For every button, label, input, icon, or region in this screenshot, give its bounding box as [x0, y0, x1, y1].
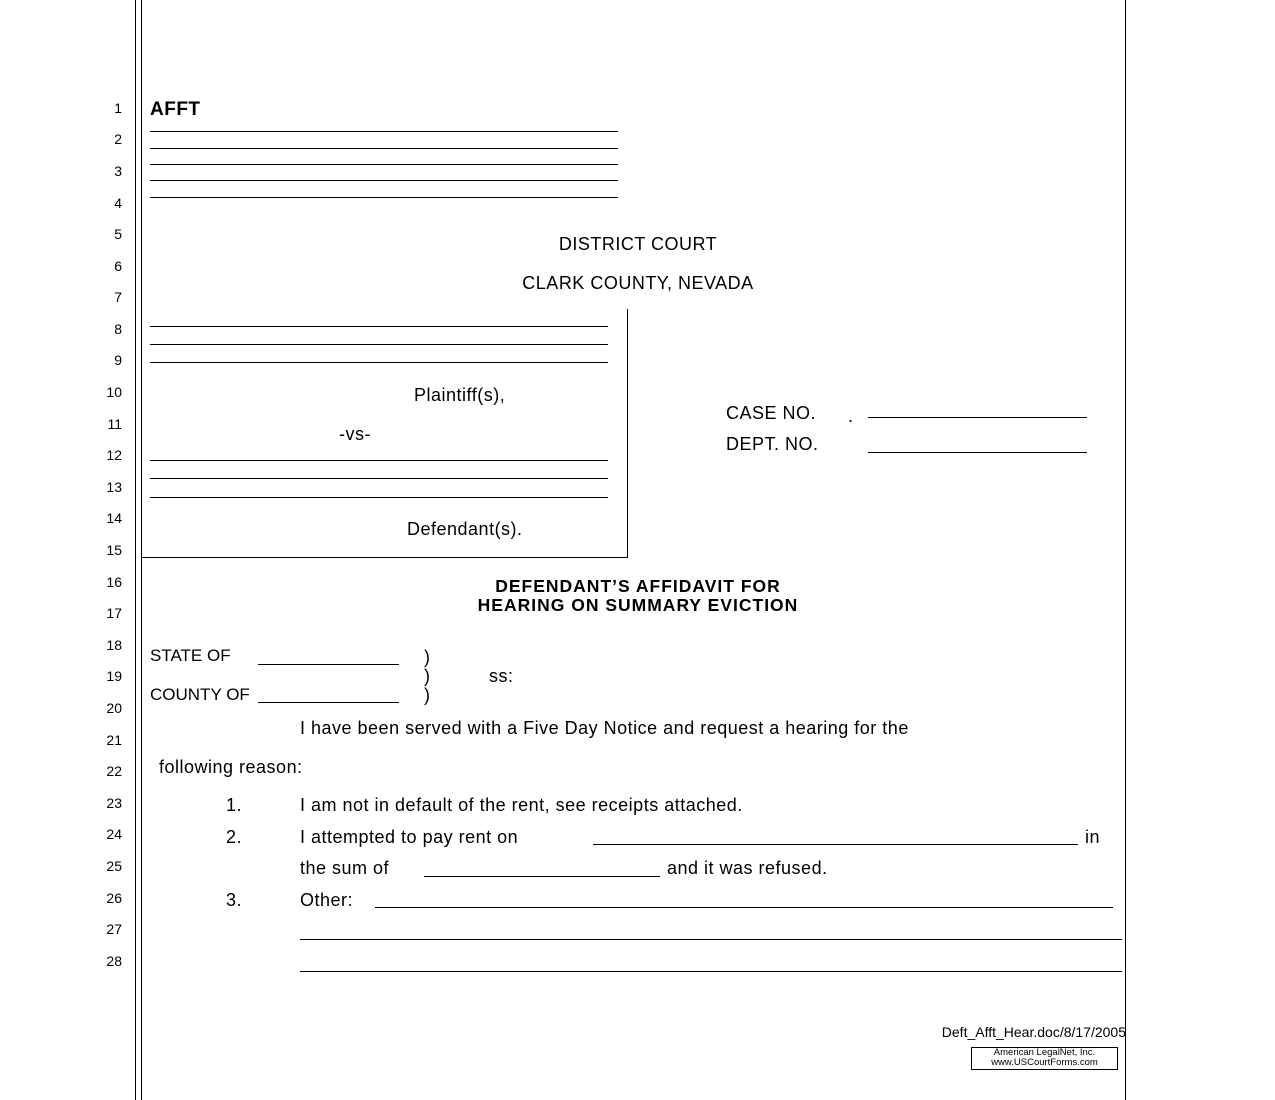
plaintiff-name-line[interactable] — [150, 344, 608, 345]
line-number: 26 — [106, 890, 122, 906]
dept-number-label: DEPT. NO. — [726, 434, 819, 454]
line-number: 25 — [106, 858, 122, 874]
payment-date-field[interactable] — [593, 844, 1078, 845]
state-field[interactable] — [258, 664, 399, 665]
state-label: STATE OF — [150, 646, 231, 665]
plaintiff-name-line[interactable] — [150, 362, 608, 363]
line-number: 19 — [106, 668, 122, 684]
venue-paren: ) — [424, 685, 431, 705]
line-number: 23 — [106, 795, 122, 811]
plaintiff-label: Plaintiff(s), — [414, 385, 506, 405]
ss-label: ss: — [489, 666, 514, 686]
margin-rule-left-inner — [141, 0, 142, 1100]
defendant-label: Defendant(s). — [407, 519, 523, 539]
defendant-name-line[interactable] — [150, 478, 608, 479]
item-number: 2. — [226, 827, 243, 847]
line-number: 4 — [114, 195, 122, 211]
caption-box-bottom-rule — [141, 557, 628, 558]
line-number: 10 — [106, 384, 122, 400]
payment-amount-field[interactable] — [424, 876, 660, 877]
line-number: 18 — [106, 637, 122, 653]
item-number: 1. — [226, 795, 243, 815]
county-field[interactable] — [258, 702, 399, 703]
publisher-name: American LegalNet, Inc. — [993, 1047, 1096, 1058]
other-reason-field[interactable] — [300, 971, 1122, 972]
line-number: 20 — [106, 700, 122, 716]
court-name: DISTRICT COURT — [558, 234, 718, 254]
item-suffix: in — [1085, 827, 1101, 847]
line-number: 24 — [106, 826, 122, 842]
line-number: 11 — [107, 416, 122, 432]
item-text: Other: — [300, 890, 354, 910]
case-number-label: CASE NO. — [726, 403, 817, 423]
venue-paren: ) — [424, 666, 431, 686]
line-number: 16 — [106, 574, 122, 590]
item-text: I am not in default of the rent, see receipts attached. — [300, 795, 743, 815]
item-text-cont: the sum of — [300, 858, 390, 878]
line-number: 15 — [106, 542, 122, 558]
margin-rule-left-outer — [135, 0, 136, 1100]
margin-rule-right — [1125, 0, 1126, 1100]
court-county: CLARK COUNTY, NEVADA — [522, 273, 754, 293]
county-label: COUNTY OF — [150, 685, 250, 704]
document-title-line1: DEFENDANT’S AFFIDAVIT FOR — [495, 576, 781, 596]
intro-text-line1: I have been served with a Five Day Notice and request a hearing for the — [300, 718, 909, 738]
publisher-website[interactable]: www.USCourtForms.com — [991, 1057, 1098, 1068]
line-number: 21 — [106, 732, 122, 748]
publisher-stamp — [971, 1047, 1118, 1070]
document-title-line2: HEARING ON SUMMARY EVICTION — [477, 595, 799, 615]
attorney-info-line[interactable] — [150, 197, 618, 198]
attorney-info-line[interactable] — [150, 180, 618, 181]
case-number-field[interactable] — [868, 417, 1087, 418]
line-number: 1 — [114, 100, 122, 116]
other-reason-field[interactable] — [300, 939, 1122, 940]
venue-paren: ) — [424, 647, 431, 667]
case-number-dot: . — [848, 406, 854, 426]
attorney-info-line[interactable] — [150, 131, 618, 132]
document-reference: Deft_Afft_Hear.doc/8/17/2005 — [941, 1024, 1126, 1040]
line-number: 27 — [106, 921, 122, 937]
defendant-name-line[interactable] — [150, 460, 608, 461]
line-number: 6 — [114, 258, 122, 274]
line-number: 7 — [114, 289, 122, 305]
item-number: 3. — [226, 890, 243, 910]
form-code: AFFT — [150, 99, 201, 120]
item-text: I attempted to pay rent on — [300, 827, 519, 847]
line-number: 13 — [106, 479, 122, 495]
defendant-name-line[interactable] — [150, 497, 608, 498]
line-number: 8 — [114, 321, 122, 337]
line-number: 14 — [106, 510, 122, 526]
versus-label: -vs- — [339, 424, 371, 444]
line-number: 17 — [106, 605, 122, 621]
attorney-info-line[interactable] — [150, 164, 618, 165]
item-text-cont: and it was refused. — [667, 858, 828, 878]
line-number: 28 — [106, 953, 122, 969]
line-number: 12 — [106, 447, 122, 463]
plaintiff-name-line[interactable] — [150, 326, 608, 327]
line-number: 9 — [114, 352, 122, 368]
caption-box-right-rule — [627, 309, 628, 557]
intro-text-line2: following reason: — [159, 757, 303, 777]
line-number: 5 — [114, 226, 122, 242]
attorney-info-line[interactable] — [150, 148, 618, 149]
line-number: 22 — [106, 763, 122, 779]
other-reason-field[interactable] — [375, 907, 1113, 908]
line-number: 2 — [114, 131, 122, 147]
dept-number-field[interactable] — [868, 452, 1087, 453]
line-number: 3 — [114, 163, 122, 179]
